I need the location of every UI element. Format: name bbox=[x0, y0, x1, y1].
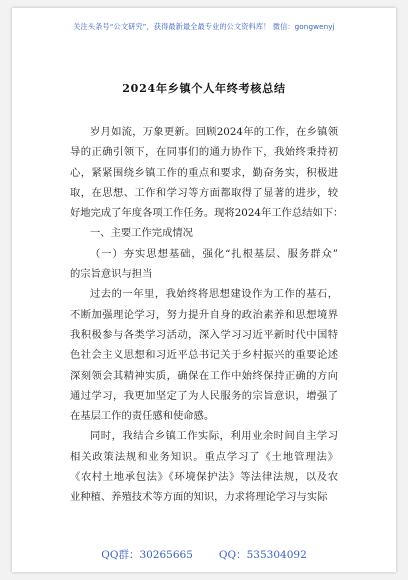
paragraph-line: 岁月如流，万象更新。回顾2024年的工作，在乡镇领 bbox=[90, 126, 338, 138]
header-banner: 关注头条号“公文研究”，获得最新最全最专业的公文资料库！ 微信：gongwenyj bbox=[73, 22, 335, 31]
footer-contact bbox=[12, 547, 396, 562]
paragraph-line: 取，在思想、工作和学习等方面都取得了显著的进步，较 bbox=[70, 186, 338, 199]
footer-qq: QQ：535304092 bbox=[218, 549, 307, 561]
paragraph-line: 在基层工作的责任感和使命感。 bbox=[70, 410, 215, 423]
paragraph-line: 色社会主义思想和习近平总书记关于乡村振兴的重要论述 bbox=[70, 349, 338, 362]
paragraph bbox=[70, 426, 338, 507]
paragraph-line: 我积极参与各类学习活动，深入学习习近平新时代中国特 bbox=[70, 328, 338, 341]
footer-qq-group: QQ群：30265665 bbox=[101, 549, 193, 561]
paragraph-line: 的宗旨意识与担当 bbox=[70, 268, 153, 281]
paragraph-line: 业种植、养殖技术等方面的知识，力求将理论学习与实际 bbox=[70, 491, 328, 504]
document-body bbox=[70, 122, 344, 508]
paragraph-line: 深刻领会其精神实质，确保在工作中始终保持正确的方向 bbox=[70, 369, 338, 382]
paragraph bbox=[70, 223, 338, 243]
paragraph-line: 一、主要工作完成情况 bbox=[90, 227, 193, 240]
paragraph-line: 心，紧紧围绕乡镇工作的重点和要求，勤奋务实，积极进 bbox=[70, 166, 338, 179]
paragraph-line: 《农村土地承包法》《环境保护法》等法律法规，以及农 bbox=[70, 471, 338, 484]
paragraph-line: （一）夯实思想基础，强化“扎根基层、服务群众” bbox=[90, 247, 338, 260]
paragraph-line: 不断加强理论学习，努力提升自身的政治素养和思想境界 bbox=[70, 308, 338, 321]
paragraph-line: 相关政策法规和业务知识。重点学习了《土地管理法》 bbox=[70, 450, 338, 463]
paragraph bbox=[70, 284, 338, 426]
document-title: 2024年乡镇个人年终考核总结 bbox=[122, 82, 286, 95]
paragraph-line: 同时，我结合乡镇工作实际，利用业余时间自主学习 bbox=[90, 430, 338, 443]
paragraph-line: 过去的一年里，我始终将思想建设作为工作的基石， bbox=[90, 288, 338, 301]
paragraph bbox=[70, 244, 338, 285]
paragraph-line: 导的正确引领下，在同事们的通力协作下，我始终秉持初 bbox=[70, 146, 338, 159]
paragraph-line: 通过学习，我更加坚定了为人民服务的宗旨意识，增强了 bbox=[70, 389, 338, 402]
document-page bbox=[12, 8, 396, 572]
paragraph-line: 好地完成了年度各项工作任务。现将2024年工作总结如下： bbox=[70, 207, 344, 220]
paragraph bbox=[70, 122, 344, 223]
